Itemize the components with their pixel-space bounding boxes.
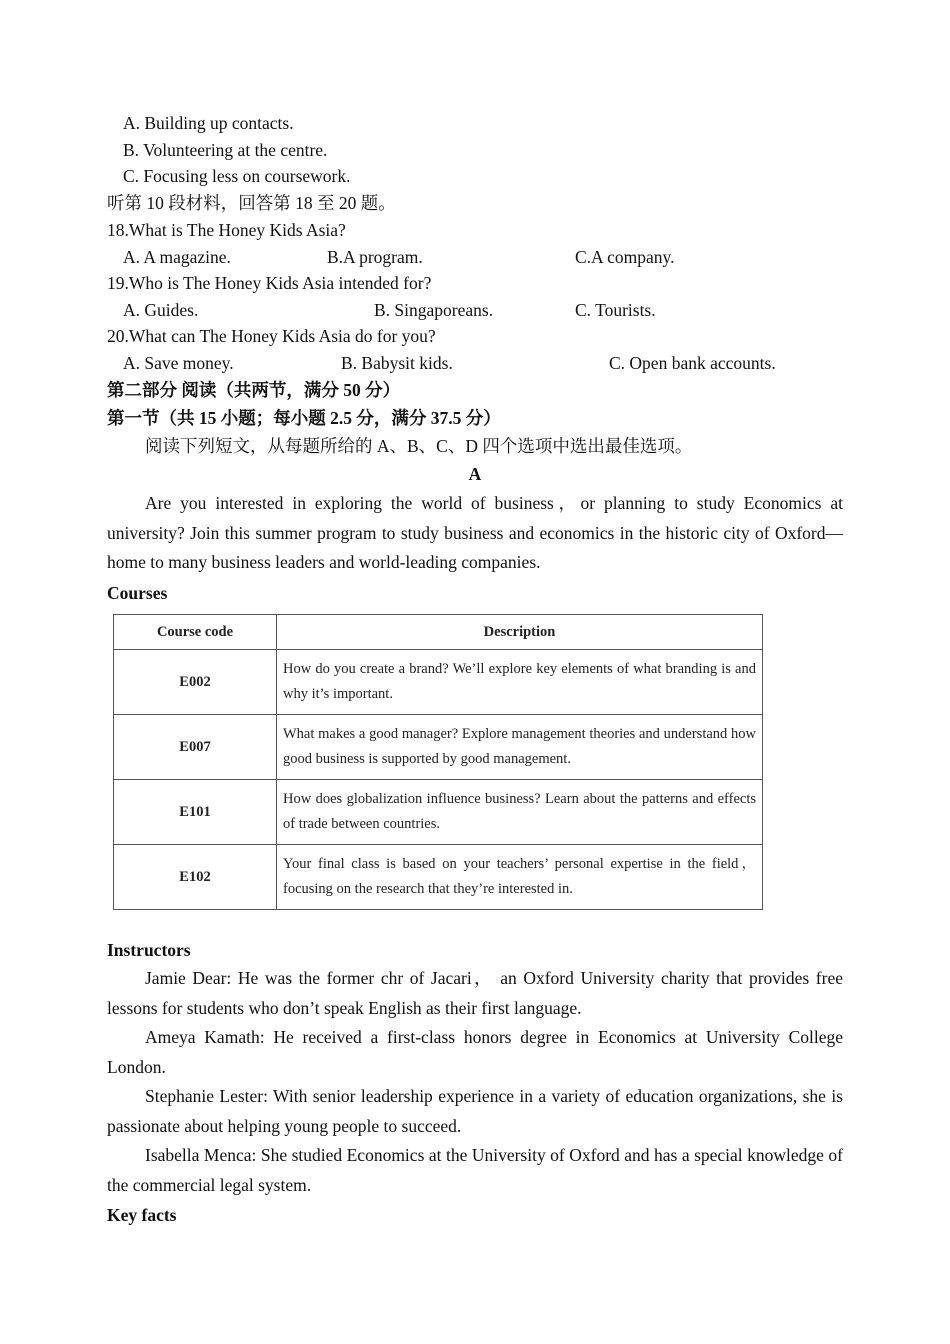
table-row <box>114 715 763 780</box>
q20-option-b: B. Babysit kids. <box>341 353 453 373</box>
table-row <box>114 650 763 715</box>
q18-option-c: C.A company. <box>575 247 675 267</box>
q18-stem: 18.What is The Honey Kids Asia? <box>107 220 346 240</box>
course-code-cell: E101 <box>114 780 277 845</box>
course-description-cell: What makes a good manager? Explore management theories and understand how good business is supported by good management. <box>277 715 763 780</box>
table-header-course-code: Course code <box>114 615 277 650</box>
q19-stem: 19.Who is The Honey Kids Asia intended for? <box>107 273 432 293</box>
q18-option-b: B.A program. <box>327 247 423 267</box>
course-code-cell: E007 <box>114 715 277 780</box>
table-header-row <box>114 615 763 650</box>
table-row <box>114 845 763 910</box>
instructor-stephanie-lester: Stephanie Lester: With senior leadership experience in a variety of education organizations, she is passionate about helping young people to succeed. <box>107 1086 843 1136</box>
table-header-description: Description <box>277 615 763 650</box>
q19-option-c: C. Tourists. <box>575 300 656 320</box>
q20-option-c: C. Open bank accounts. <box>609 353 776 373</box>
instructor-jamie-dear: Jamie Dear: He was the former chr of Jacari， an Oxford University charity that provides free lessons for students who don’t speak English as their first language. <box>107 968 843 1018</box>
course-code-cell: E002 <box>114 650 277 715</box>
q17-option-a: A. Building up contacts. <box>123 113 294 133</box>
passage-label: A <box>468 464 482 484</box>
q17-option-c: C. Focusing less on coursework. <box>123 166 351 186</box>
part2-heading: 第二部分 阅读（共两节，满分 50 分） <box>107 380 401 400</box>
intro-paragraph: Are you interested in exploring the world of business，or planning to study Economics at university? Join this summer program to study business and economics in the historic city of Oxford—home to many business leaders and world-leading companies. <box>107 493 843 572</box>
courses-table <box>113 614 763 910</box>
q17-option-b: B. Volunteering at the centre. <box>123 140 328 160</box>
course-description-cell: How do you create a brand? We’ll explore key elements of what branding is and why it’s important. <box>277 650 763 715</box>
reading-instruction: 阅读下列短文，从每题所给的 A、B、C、D 四个选项中选出最佳选项。 <box>145 436 693 456</box>
q18-option-a: A. A magazine. <box>123 247 231 267</box>
q19-option-b: B. Singaporeans. <box>374 300 494 320</box>
course-description-cell: Your final class is based on your teachers’ personal expertise in the field，focusing on the research that they’re interested in. <box>277 845 763 910</box>
instructor-isabella-menca: Isabella Menca: She studied Economics at the University of Oxford and has a special knowledge of the commercial legal system. <box>107 1145 843 1195</box>
q20-stem: 20.What can The Honey Kids Asia do for you? <box>107 326 436 346</box>
instructors-heading: Instructors <box>107 940 191 960</box>
table-row <box>114 780 763 845</box>
section1-heading: 第一节（共 15 小题；每小题 2.5 分，满分 37.5 分） <box>107 408 501 428</box>
key-facts-heading: Key facts <box>107 1205 177 1225</box>
course-code-cell: E102 <box>114 845 277 910</box>
courses-heading: Courses <box>107 583 168 603</box>
course-description-cell: How does globalization influence business? Learn about the patterns and effects of trade between countries. <box>277 780 763 845</box>
q19-option-a: A. Guides. <box>123 300 199 320</box>
q20-option-a: A. Save money. <box>123 353 234 373</box>
material10-instruction: 听第 10 段材料，回答第 18 至 20 题。 <box>107 193 396 213</box>
instructor-ameya-kamath: Ameya Kamath: He received a first-class honors degree in Economics at University College London. <box>107 1027 843 1077</box>
